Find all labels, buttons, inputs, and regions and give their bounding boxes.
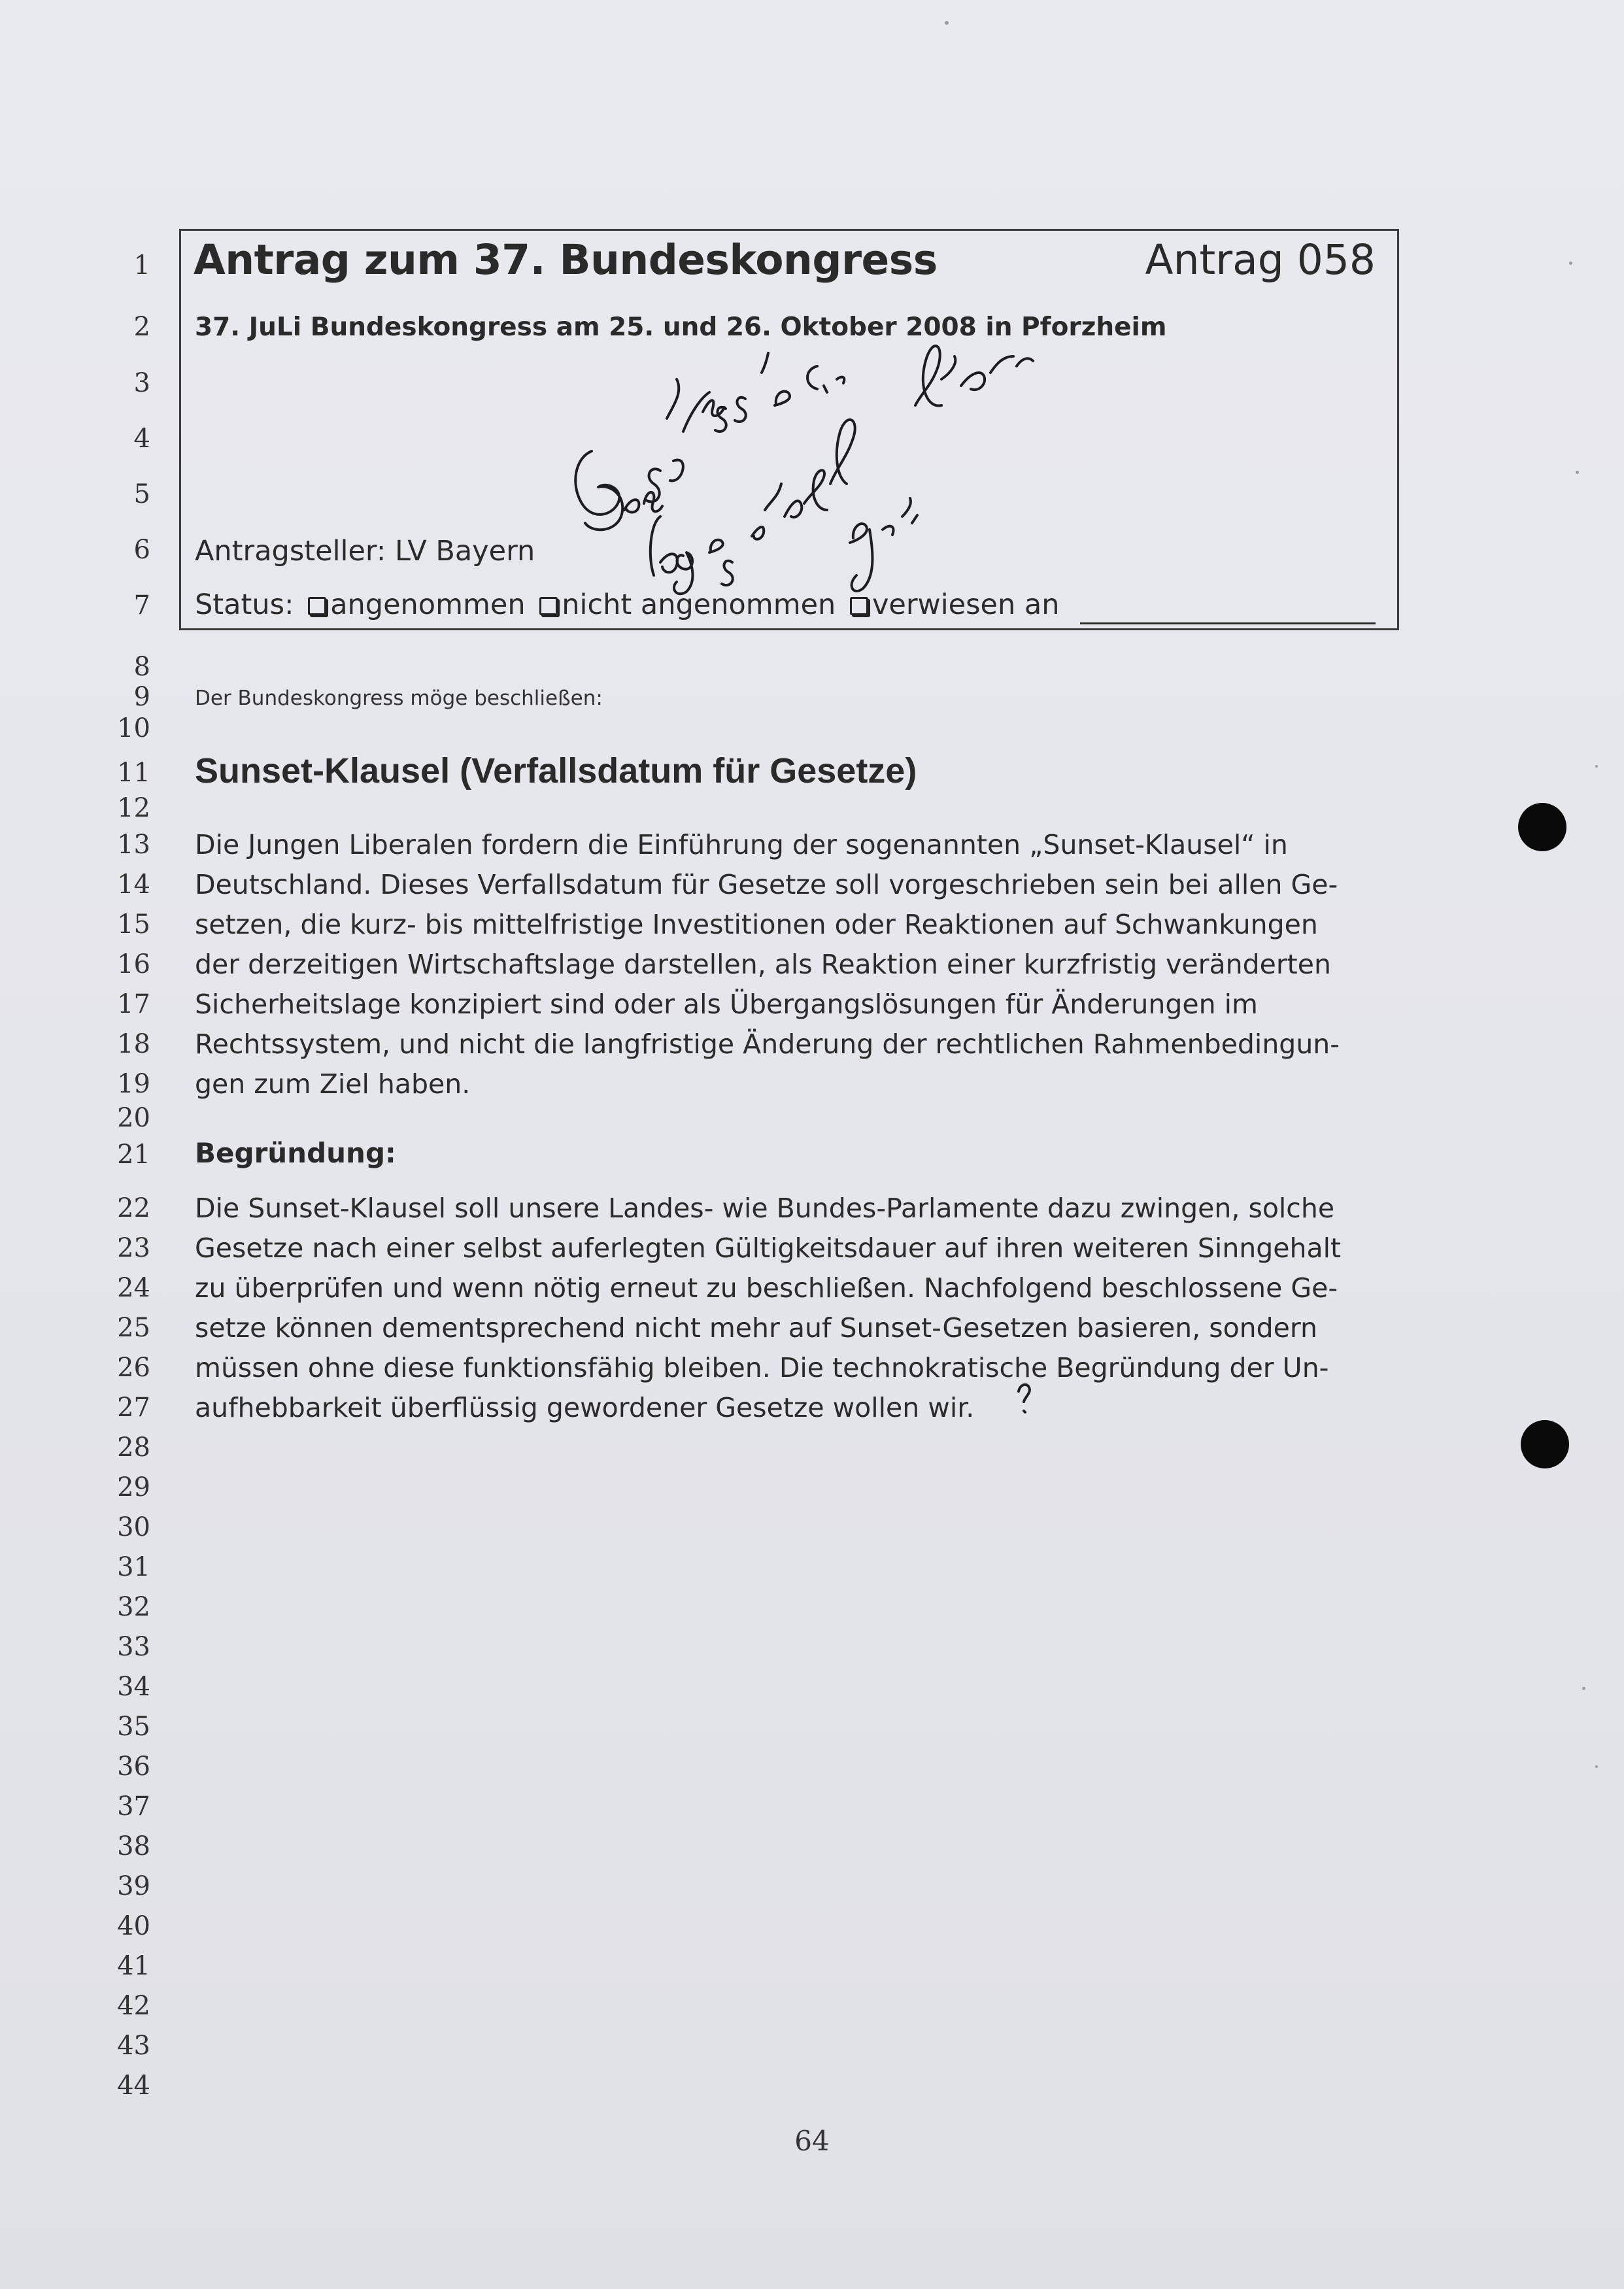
motion-line: Rechtssystem, und nicht die langfristige Änderung der rechtlichen Rahmenbedingun- bbox=[195, 1028, 1340, 1060]
line-number: 27 bbox=[117, 1393, 150, 1423]
handwriting-stroke bbox=[651, 517, 693, 594]
line-number: 40 bbox=[117, 1911, 150, 1941]
line-number: 10 bbox=[117, 713, 150, 743]
line-number: 34 bbox=[117, 1672, 150, 1702]
line-number: 44 bbox=[117, 2071, 150, 2101]
handwriting-stroke bbox=[915, 346, 1033, 405]
reason-line: zu überprüfen und wenn nötig erneut zu beschließen. Nachfolgend beschlossene Ge- bbox=[195, 1272, 1338, 1304]
line-number: 41 bbox=[117, 1951, 150, 1981]
line-number: 7 bbox=[133, 590, 150, 620]
paper-speck bbox=[1595, 1765, 1598, 1768]
reason-line: setze können dementsprechend nicht mehr auf Sunset-Gesetzen basieren, sondern bbox=[195, 1312, 1318, 1344]
applicant: Antragsteller: LV Bayern bbox=[195, 535, 535, 568]
handwriting-stroke bbox=[850, 498, 917, 591]
line-number: 21 bbox=[117, 1140, 150, 1170]
motion-line: Sicherheitslage konzipiert sind oder als Übergangslösungen für Änderungen im bbox=[195, 989, 1258, 1020]
handwriting-stroke bbox=[715, 353, 768, 432]
line-number: 32 bbox=[117, 1592, 150, 1622]
status-option-rejected: nicht angenommen bbox=[562, 588, 836, 621]
motion-number: Antrag 058 bbox=[1145, 236, 1376, 284]
line-number: 30 bbox=[117, 1512, 150, 1542]
motion-title: Sunset-Klausel (Verfallsdatum für Gesetze) bbox=[195, 751, 917, 790]
line-number: 4 bbox=[133, 424, 150, 454]
page-number: 64 bbox=[794, 2125, 830, 2157]
reason-line: aufhebbarkeit überflüssig gewordener Gesetze wollen wir. bbox=[195, 1392, 975, 1423]
line-number: 25 bbox=[117, 1313, 150, 1343]
reason-line: Die Sunset-Klausel soll unsere Landes- wie Bundes-Parlamente dazu zwingen, solche bbox=[195, 1193, 1335, 1224]
line-number: 29 bbox=[117, 1472, 150, 1502]
line-number: 28 bbox=[117, 1433, 150, 1463]
handwriting-stroke bbox=[722, 484, 802, 585]
motion-line: Deutschland. Dieses Verfallsdatum für Gesetze soll vorgeschrieben sein bei allen Ge- bbox=[195, 869, 1338, 900]
line-number: 38 bbox=[117, 1831, 150, 1861]
motion-line: Die Jungen Liberalen fordern die Einführung der sogenannten „Sunset-Klausel“ in bbox=[195, 829, 1288, 860]
line-number: 15 bbox=[117, 909, 150, 940]
line-number: 8 bbox=[133, 652, 150, 682]
line-number: 16 bbox=[117, 949, 150, 979]
line-number: 35 bbox=[117, 1712, 150, 1742]
line-number: 3 bbox=[133, 368, 150, 398]
handwriting-stroke bbox=[624, 492, 662, 513]
line-number: 23 bbox=[117, 1233, 150, 1263]
line-number: 18 bbox=[117, 1029, 150, 1059]
intro-text: Der Bundeskongress möge beschließen: bbox=[195, 687, 603, 710]
line-number: 19 bbox=[117, 1069, 150, 1099]
line-number: 2 bbox=[133, 312, 150, 342]
line-number: 22 bbox=[117, 1193, 150, 1223]
motion-paragraph bbox=[195, 825, 1385, 1104]
line-number: 12 bbox=[117, 793, 150, 823]
handwriting-stroke bbox=[575, 451, 622, 530]
paper-speck bbox=[1569, 262, 1572, 265]
line-number: 26 bbox=[117, 1353, 150, 1383]
line-number: 14 bbox=[117, 870, 150, 900]
line-number: 6 bbox=[133, 535, 150, 565]
line-number: 1 bbox=[133, 250, 150, 280]
line-number: 5 bbox=[133, 479, 150, 509]
line-number: 31 bbox=[117, 1552, 150, 1582]
paper-speck bbox=[945, 21, 949, 25]
status-label: Status: bbox=[195, 588, 294, 621]
reason-heading: Begründung: bbox=[195, 1137, 396, 1169]
paper-speck bbox=[1576, 471, 1579, 474]
reason-line: müssen ohne diese funktionsfähig bleiben. Die technokratische Begründung der Un- bbox=[195, 1352, 1329, 1383]
line-number: 13 bbox=[117, 830, 150, 860]
line-number: 17 bbox=[117, 989, 150, 1019]
line-number: 43 bbox=[117, 2031, 150, 2061]
motion-line: der derzeitigen Wirtschaftslage darstellen, als Reaktion einer kurzfristig veränderten bbox=[195, 949, 1331, 980]
handwriting-stroke bbox=[775, 366, 844, 405]
line-number: 33 bbox=[117, 1632, 150, 1662]
reason-paragraph bbox=[195, 1189, 1385, 1428]
status-option-referred: verwiesen an bbox=[871, 588, 1060, 621]
motion-line: gen zum Ziel haben. bbox=[195, 1068, 471, 1100]
handwriting-stroke bbox=[709, 540, 723, 552]
line-number: 42 bbox=[117, 1991, 150, 2021]
line-number: 9 bbox=[133, 682, 150, 712]
line-number: 37 bbox=[117, 1791, 150, 1822]
line-number: 20 bbox=[117, 1103, 150, 1133]
line-number: 11 bbox=[117, 758, 150, 788]
handwriting-stroke bbox=[667, 379, 724, 432]
document-title: Antrag zum 37. Bundeskongress bbox=[194, 236, 938, 284]
status-option-accepted: angenommen bbox=[330, 588, 526, 621]
motion-line: setzen, die kurz- bis mittelfristige Investitionen oder Reaktionen auf Schwankungen bbox=[195, 909, 1318, 940]
paper-speck bbox=[1595, 765, 1598, 768]
line-number: 24 bbox=[117, 1273, 150, 1303]
handwriting-stroke bbox=[646, 460, 683, 502]
punch-hole bbox=[1518, 803, 1566, 851]
handwriting-stroke bbox=[804, 420, 855, 510]
paper-speck bbox=[1582, 1687, 1585, 1690]
congress-subtitle: 37. JuLi Bundeskongress am 25. und 26. Oktober 2008 in Pforzheim bbox=[195, 313, 1167, 342]
reason-line: Gesetze nach einer selbst auferlegten Gültigkeitsdauer auf ihren weiteren Sinngehalt bbox=[195, 1232, 1342, 1264]
line-number: 36 bbox=[117, 1752, 150, 1782]
line-number: 39 bbox=[117, 1871, 150, 1901]
punch-hole bbox=[1521, 1420, 1569, 1468]
